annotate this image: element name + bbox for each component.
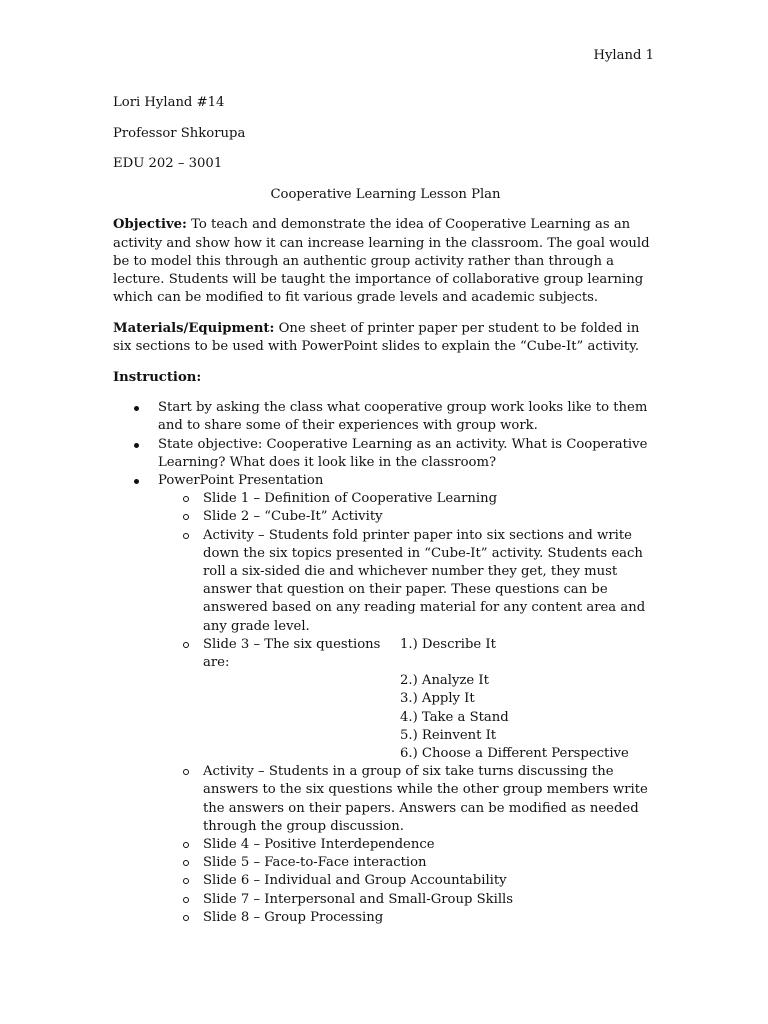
objective-label: Objective:: [113, 217, 187, 233]
objective-paragraph: [113, 216, 658, 307]
list-item: Slide 4 – Positive Interdependence: [158, 836, 658, 854]
list-item: Slide 1 – Definition of Cooperative Learning: [158, 490, 658, 508]
question-item: 4.) Take a Stand: [400, 709, 509, 725]
objective-text: To teach and demonstrate the idea of Cooperative Learning as an activity and show how it can increase learning in the classroom. The goal would be to model this through an authentic group activity rather than through a lecture. Students will be taught the importance of collaborative group learning which can be modified to fit various grade levels and academic subjects.: [113, 217, 650, 306]
slide3-lead: Slide 3 – The six questions are:: [203, 636, 381, 671]
question-item: 1.) Describe It: [400, 636, 496, 652]
materials-paragraph: [113, 320, 658, 356]
instruction-list: [113, 399, 658, 927]
list-item: [158, 636, 658, 763]
question-item: 6.) Choose a Different Perspective: [400, 746, 629, 762]
question-item: 2.) Analyze It: [400, 673, 489, 689]
document-body: [113, 94, 658, 927]
list-item: Activity – Students fold printer paper into six sections and write down the six topics presented in “Cube-It” activity. Students each roll a six-sided die and whichever number they get, they must answer that question on their paper. These questions can be answered based on any reading material for any content area and any grade level.: [158, 527, 658, 636]
list-item: [113, 472, 658, 927]
document-title: Cooperative Learning Lesson Plan: [270, 186, 501, 202]
page-header: Hyland 1: [593, 48, 654, 63]
questions-list: [203, 672, 658, 763]
materials-text: One sheet of printer paper per student to be folded in six sections to be used with PowerPoint slides to explain the “Cube-It” activity.: [113, 320, 640, 354]
list-item: Activity – Students in a group of six take turns discussing the answers to the six questions while the other group members write the answers on their papers. Answers can be modified as needed through the group discussion.: [158, 763, 658, 836]
question-item: 5.) Reinvent It: [400, 727, 497, 743]
list-item: Start by asking the class what cooperative group work looks like to them and to share some of their experiences with group work.: [113, 399, 658, 435]
list-item: Slide 5 – Face-to-Face interaction: [158, 854, 658, 872]
powerpoint-sublist: [158, 490, 658, 927]
professor-name: Professor Shkorupa: [113, 125, 246, 141]
course-code: EDU 202 – 3001: [113, 156, 223, 172]
materials-label: Materials/Equipment:: [113, 320, 275, 336]
list-item: Slide 8 – Group Processing: [158, 909, 658, 927]
list-item: State objective: Cooperative Learning as an activity. What is Cooperative Learning? What does it look like in the classroom?: [113, 436, 658, 472]
slide3-row: [203, 636, 658, 672]
list-item: Slide 7 – Interpersonal and Small-Group Skills: [158, 891, 658, 909]
instruction-heading: Instruction:: [113, 369, 202, 385]
author-name: Lori Hyland #14: [113, 95, 225, 110]
list-item: Slide 2 – “Cube-It” Activity: [158, 508, 658, 526]
list-item-label: PowerPoint Presentation: [158, 472, 324, 488]
list-item: Slide 6 – Individual and Group Accountability: [158, 872, 658, 890]
question-item: 3.) Apply It: [400, 691, 475, 707]
